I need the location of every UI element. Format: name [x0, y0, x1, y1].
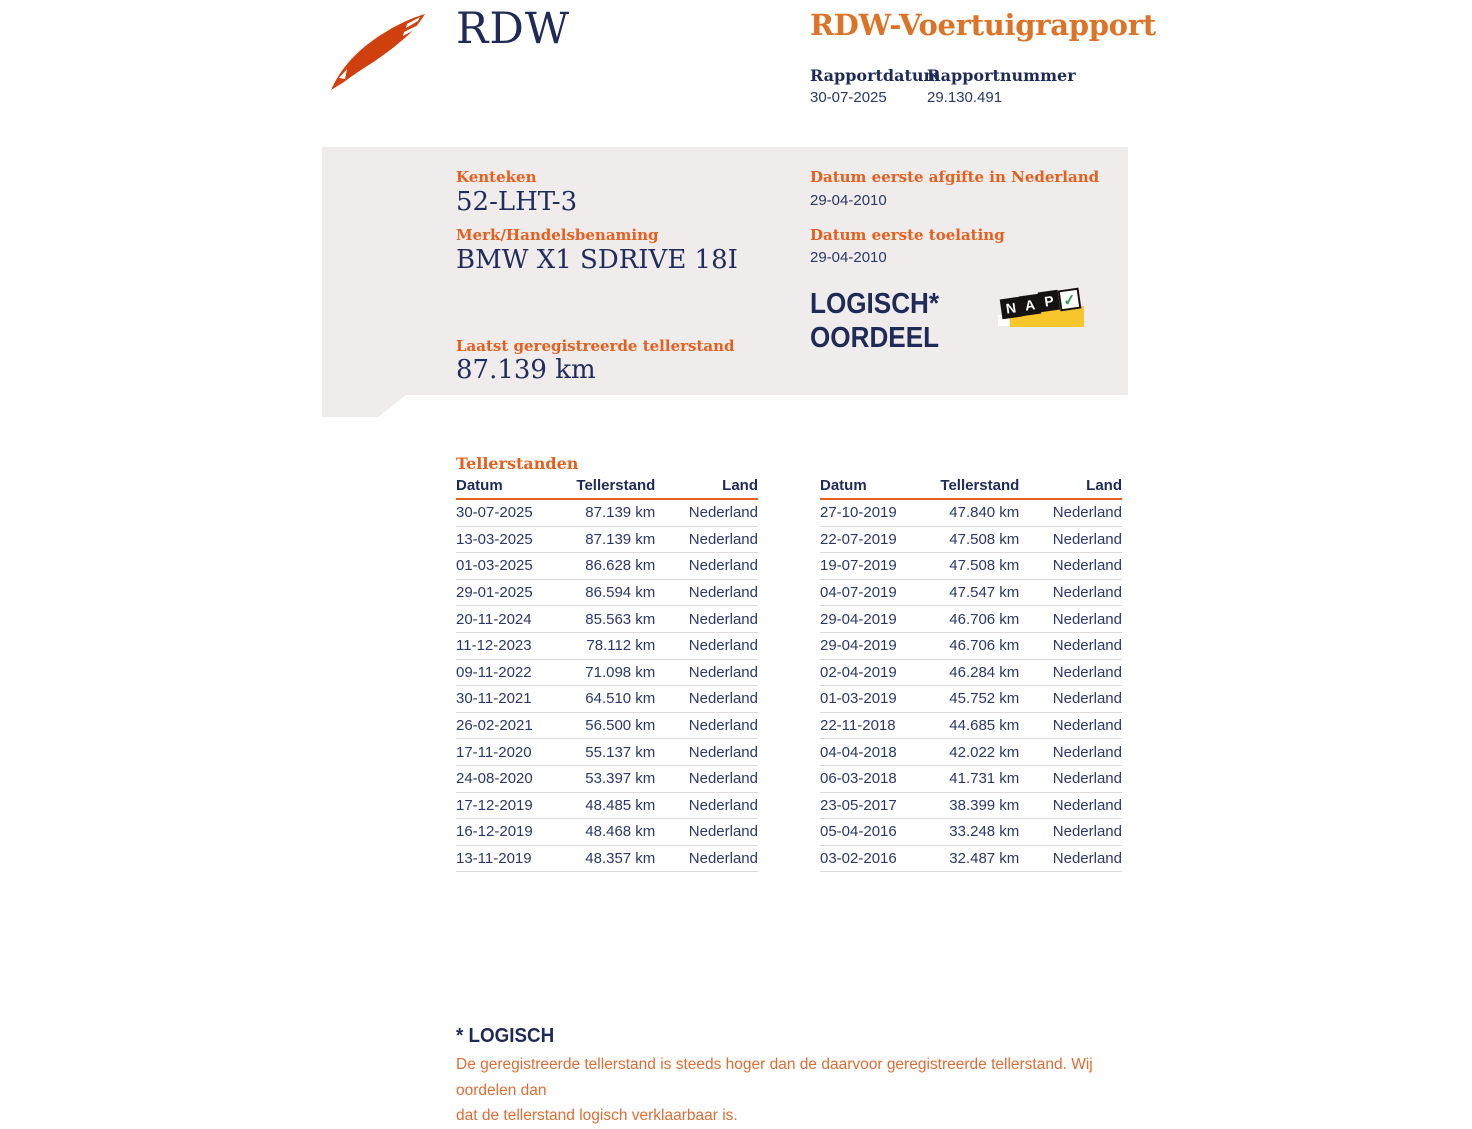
cell-land: Nederland: [688, 690, 758, 708]
cell-datum: 29-04-2019: [820, 610, 897, 628]
column-header-tellerstand: Tellerstand: [576, 477, 656, 494]
cell-land: Nederland: [688, 770, 758, 788]
cell-tellerstand: 86.594 km: [585, 584, 656, 602]
cell-land: Nederland: [1052, 557, 1122, 575]
table-row: [456, 846, 758, 873]
table-row: [456, 660, 758, 687]
cell-tellerstand: 38.399 km: [949, 796, 1020, 814]
report-number-value: 29.130.491: [927, 89, 1003, 106]
footnote-line1: De geregistreerde tellerstand is steeds hoger dan de daarvoor geregistreerde tellerstand. Wij oordelen dan: [456, 1056, 1093, 1099]
cell-land: Nederland: [688, 823, 758, 841]
cell-land: Nederland: [688, 610, 758, 628]
cell-datum: 13-11-2019: [456, 850, 532, 868]
table-row: [820, 660, 1122, 687]
table-row: [456, 686, 758, 713]
cell-tellerstand: 47.547 km: [949, 584, 1020, 602]
cell-land: Nederland: [1052, 663, 1122, 681]
cell-land: Nederland: [1052, 850, 1122, 868]
nap-letter-p: P: [1038, 290, 1061, 313]
tellerstand-table-left: [456, 477, 758, 872]
cell-datum: 02-04-2019: [820, 663, 897, 681]
cell-tellerstand: 85.563 km: [585, 610, 656, 628]
cell-land: Nederland: [1052, 584, 1122, 602]
cell-land: Nederland: [1052, 796, 1122, 814]
cell-datum: 22-11-2018: [820, 717, 896, 735]
cell-datum: 23-05-2017: [820, 796, 897, 814]
nap-logo-icon: [998, 289, 1086, 331]
table-row: [456, 713, 758, 740]
cell-tellerstand: 55.137 km: [585, 743, 656, 761]
table-row: [456, 766, 758, 793]
tellerstand-table-right: [820, 477, 1122, 872]
table-row: [820, 633, 1122, 660]
cell-datum: 30-11-2021: [456, 690, 532, 708]
cell-land: Nederland: [688, 717, 758, 735]
cell-datum: 22-07-2019: [820, 530, 897, 548]
cell-tellerstand: 56.500 km: [585, 717, 656, 735]
cell-land: Nederland: [1052, 743, 1122, 761]
cell-datum: 27-10-2019: [820, 504, 897, 522]
cell-tellerstand: 64.510 km: [585, 690, 656, 708]
column-header-datum: Datum: [820, 477, 867, 494]
cell-land: Nederland: [1052, 770, 1122, 788]
cell-tellerstand: 71.098 km: [585, 663, 656, 681]
column-header-land: Land: [1086, 477, 1122, 494]
table-row: [456, 739, 758, 766]
table-row: [820, 500, 1122, 527]
cell-datum: 01-03-2019: [820, 690, 897, 708]
cell-tellerstand: 86.628 km: [585, 557, 656, 575]
cell-tellerstand: 47.508 km: [949, 530, 1020, 548]
cell-datum: 05-04-2016: [820, 823, 897, 841]
table-header-row: [820, 477, 1122, 500]
cell-tellerstand: 42.022 km: [949, 743, 1020, 761]
cell-datum: 29-01-2025: [456, 584, 533, 602]
oordeel-text: [810, 287, 939, 355]
cell-datum: 04-04-2018: [820, 743, 897, 761]
column-header-tellerstand: Tellerstand: [940, 477, 1020, 494]
nap-letter-n: N: [1000, 297, 1023, 320]
cell-land: Nederland: [688, 743, 758, 761]
cell-tellerstand: 47.508 km: [949, 557, 1020, 575]
cell-datum: 04-07-2019: [820, 584, 897, 602]
cell-land: Nederland: [688, 557, 758, 575]
afgifte-label: Datum eerste afgifte in Nederland: [810, 168, 1100, 186]
oordeel-line1: LOGISCH*: [810, 288, 940, 320]
table-row: [820, 580, 1122, 607]
cell-tellerstand: 45.752 km: [949, 690, 1020, 708]
cell-tellerstand: 33.248 km: [949, 823, 1020, 841]
cell-tellerstand: 46.706 km: [949, 610, 1020, 628]
vehicle-summary-panel: [322, 147, 1128, 395]
cell-land: Nederland: [688, 796, 758, 814]
logisch-footnote-heading: * LOGISCH: [456, 1025, 555, 1047]
cell-datum: 06-03-2018: [820, 770, 897, 788]
cell-tellerstand: 78.112 km: [586, 637, 656, 655]
table-row: [820, 527, 1122, 554]
cell-tellerstand: 48.468 km: [585, 823, 656, 841]
toelating-value: 29-04-2010: [810, 249, 887, 266]
cell-datum: 03-02-2016: [820, 850, 897, 868]
cell-datum: 20-11-2024: [456, 610, 532, 628]
cell-land: Nederland: [688, 637, 758, 655]
cell-datum: 24-08-2020: [456, 770, 533, 788]
table-header-row: [456, 477, 758, 500]
table-row: [456, 527, 758, 554]
table-row: [456, 633, 758, 660]
logisch-footnote-text: [456, 1052, 1156, 1129]
column-header-datum: Datum: [456, 477, 503, 494]
report-date-value: 30-07-2025: [810, 89, 887, 106]
table-body: [456, 500, 758, 872]
table-row: [820, 713, 1122, 740]
cell-land: Nederland: [1052, 504, 1122, 522]
table-row: [820, 793, 1122, 820]
toelating-label: Datum eerste toelating: [810, 226, 1005, 244]
table-row: [456, 580, 758, 607]
rdw-logo-icon: [328, 12, 428, 92]
nap-letter-a: A: [1019, 294, 1042, 317]
cell-datum: 19-07-2019: [820, 557, 897, 575]
cell-datum: 01-03-2025: [456, 557, 533, 575]
column-header-land: Land: [722, 477, 758, 494]
merk-value: BMW X1 SDRIVE 18I: [456, 245, 738, 275]
table-row: [820, 739, 1122, 766]
table-row: [820, 553, 1122, 580]
cell-land: Nederland: [1052, 823, 1122, 841]
rdw-wordmark: RDW: [456, 4, 571, 54]
cell-land: Nederland: [688, 850, 758, 868]
panel-corner-tab: [322, 395, 406, 417]
cell-datum: 29-04-2019: [820, 637, 897, 655]
cell-land: Nederland: [688, 584, 758, 602]
cell-tellerstand: 32.487 km: [949, 850, 1020, 868]
cell-land: Nederland: [1052, 717, 1122, 735]
table-row: [820, 819, 1122, 846]
oordeel-line2: OORDEEL: [810, 322, 940, 354]
cell-tellerstand: 53.397 km: [585, 770, 656, 788]
table-row: [456, 606, 758, 633]
cell-land: Nederland: [688, 504, 758, 522]
table-row: [456, 819, 758, 846]
merk-label: Merk/Handelsbenaming: [456, 226, 659, 244]
tellerstanden-section-title: Tellerstanden: [456, 454, 579, 473]
cell-tellerstand: 44.685 km: [949, 717, 1020, 735]
footnote-line2: dat de tellerstand logisch verklaarbaar is.: [456, 1107, 738, 1124]
cell-land: Nederland: [688, 530, 758, 548]
cell-datum: 30-07-2025: [456, 504, 533, 522]
cell-datum: 16-12-2019: [456, 823, 533, 841]
kenteken-label: Kenteken: [456, 168, 537, 186]
cell-land: Nederland: [688, 663, 758, 681]
cell-datum: 26-02-2021: [456, 717, 533, 735]
cell-land: Nederland: [1052, 610, 1122, 628]
report-number-label: Rapportnummer: [927, 66, 1076, 85]
table-body: [820, 500, 1122, 872]
cell-tellerstand: 48.485 km: [585, 796, 656, 814]
cell-datum: 13-03-2025: [456, 530, 533, 548]
cell-tellerstand: 87.139 km: [585, 530, 656, 548]
cell-tellerstand: 87.139 km: [585, 504, 656, 522]
cell-land: Nederland: [1052, 690, 1122, 708]
cell-tellerstand: 46.284 km: [949, 663, 1020, 681]
cell-tellerstand: 41.731 km: [949, 770, 1020, 788]
page-title: RDW-Voertuigrapport: [810, 8, 1156, 42]
cell-tellerstand: 48.357 km: [585, 850, 656, 868]
cell-tellerstand: 46.706 km: [949, 637, 1020, 655]
table-row: [456, 793, 758, 820]
laatste-tellerstand-value: 87.139 km: [456, 355, 596, 385]
report-date-label: Rapportdatum: [810, 66, 941, 85]
cell-land: Nederland: [1052, 637, 1122, 655]
table-row: [456, 500, 758, 527]
afgifte-value: 29-04-2010: [810, 192, 887, 209]
laatste-tellerstand-label: Laatst geregistreerde tellerstand: [456, 337, 735, 355]
cell-land: Nederland: [1052, 530, 1122, 548]
nap-checkmark-icon: ✓: [1058, 288, 1082, 312]
cell-datum: 17-12-2019: [456, 796, 533, 814]
table-row: [820, 766, 1122, 793]
kenteken-value: 52-LHT-3: [456, 187, 578, 217]
table-row: [820, 846, 1122, 873]
table-row: [820, 606, 1122, 633]
cell-datum: 17-11-2020: [456, 743, 532, 761]
table-row: [820, 686, 1122, 713]
table-row: [456, 553, 758, 580]
cell-tellerstand: 47.840 km: [949, 504, 1020, 522]
cell-datum: 11-12-2023: [456, 637, 532, 655]
cell-datum: 09-11-2022: [456, 663, 532, 681]
